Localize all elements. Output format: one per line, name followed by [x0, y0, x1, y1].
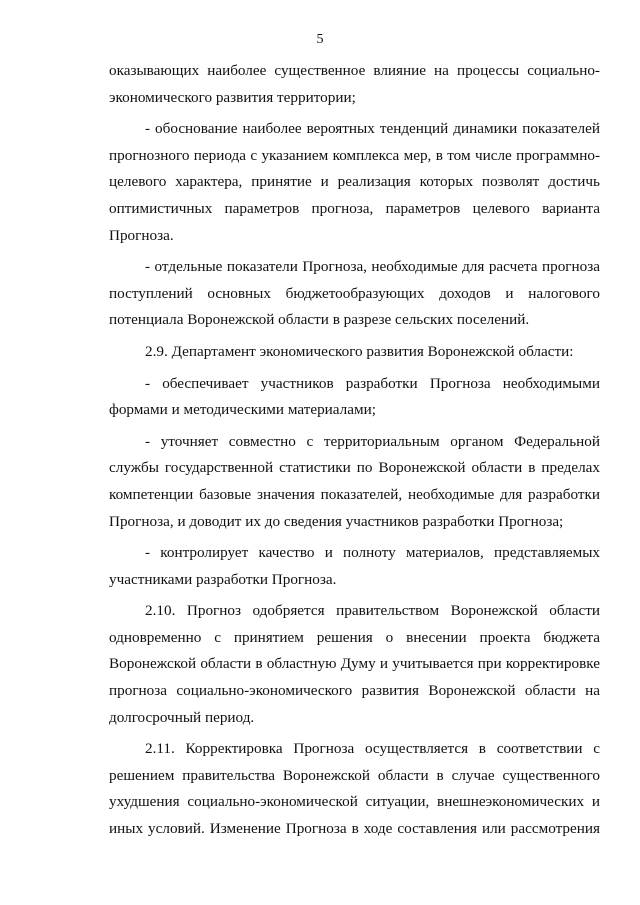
paragraph-bullet-indicators: - отдельные показатели Прогноза, необходимые для расчета прогноза поступлений основных бюджетообразующих доходов и налогового потенциала Воронежской области в разрезе сельских поселений. — [109, 258, 600, 329]
paragraph-continuation: оказывающих наиболее существенное влияние на процессы социально-экономического развития территории; — [109, 62, 600, 106]
page-number: 5 — [316, 32, 324, 47]
paragraph-section-2-11: 2.11. Корректировка Прогноза осуществляется в соответствии с решением правительства Воронежской области в случае существенного ухудшения социально-экономической ситуации, внешнеэкономических и иных условий. Изменение Прогноза в ходе составления или рассмотрения — [109, 740, 600, 838]
document-body — [109, 58, 600, 848]
paragraph-section-2-10: 2.10. Прогноз одобряется правительством Воронежской области одновременно с принятием решения о внесении проекта бюджета Воронежской области в областную Думу и учитывается при корректировке прогноза социально-экономического развития Воронежской области на долгосрочный период. — [109, 602, 600, 726]
paragraph-bullet-provides: - обеспечивает участников разработки Прогноза необходимыми формами и методическими материалами; — [109, 374, 600, 419]
paragraph-bullet-clarifies: - уточняет совместно с территориальным органом Федеральной службы государственной статистики по Воронежской области в пределах компетенции базовые значения показателей, необходимые для разработки Прогноза, и доводит их до сведения участников разработки Прогноза; — [109, 432, 600, 530]
paragraph-bullet-justification: - обоснование наиболее вероятных тенденций динамики показателей прогнозного периода с указанием комплекса мер, в том числе программно-целевого характера, принятие и реализация которых позволят достичь оптимистичных параметров прогноза, параметров целевого варианта Прогноза. — [109, 120, 600, 244]
paragraph-section-2-9: 2.9. Департамент экономического развития Воронежской области: — [145, 342, 574, 360]
paragraph-bullet-controls: - контролирует качество и полноту материалов, представляемых участниками разработки Прогноза. — [109, 544, 600, 588]
